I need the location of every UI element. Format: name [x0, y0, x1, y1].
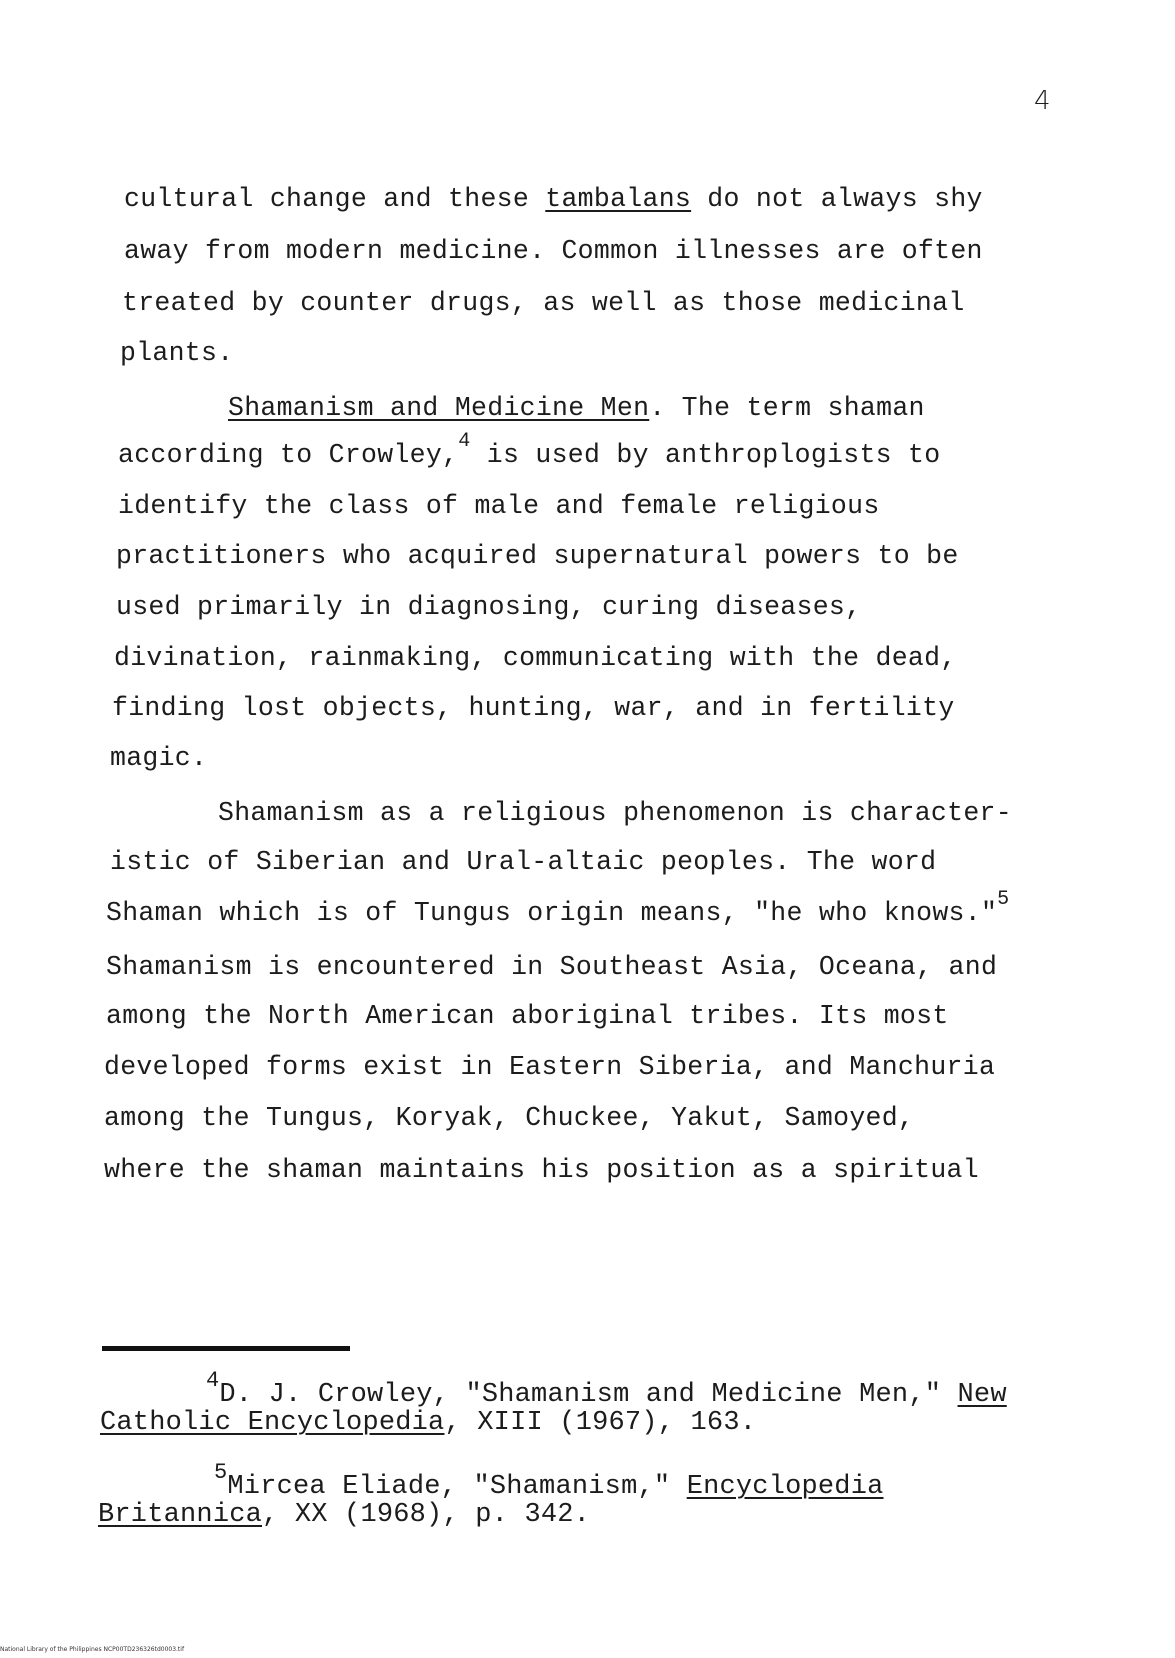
paragraph-line: according to Crowley,$^4$ is used by anthroplogists to [118, 430, 941, 470]
paragraph-line: magic. [110, 743, 208, 773]
paragraph-line: Shamanism as a religious phenomenon is character- [218, 798, 1012, 828]
footnote-line: $^4$D. J. Crowley, "Shamanism and Medicine Men," New [206, 1368, 1007, 1410]
paragraph-line: among the Tungus, Koryak, Chuckee, Yakut, Samoyed, [104, 1103, 915, 1133]
footnote-line: Britannica, XX (1968), p. 342. [98, 1500, 591, 1530]
underlined-term: tambalans [545, 184, 692, 214]
paragraph-line: used primarily in diagnosing, curing diseases, [116, 592, 862, 622]
paragraph-line: treated by counter drugs, as well as those medicinal [122, 288, 965, 318]
paragraph-line: divination, rainmaking, communicating with the dead, [114, 643, 957, 673]
section-heading: Shamanism and Medicine Men [228, 393, 650, 423]
paragraph-line: finding lost objects, hunting, war, and in fertility [112, 693, 955, 723]
scan-footer: National Library of the Philippines NCP00TD236326td0003.tif [0, 1646, 185, 1653]
page-number: 4 [1034, 86, 1051, 116]
footnote-divider [102, 1346, 350, 1351]
footnote-marker: 4 [206, 1368, 220, 1393]
paragraph-line: away from modern medicine. Common illnesses are often [124, 236, 983, 266]
paragraph-line: cultural change and these tambalans do not always shy [124, 184, 983, 214]
paragraph-line: Shamanism and Medicine Men. The term shaman [228, 393, 925, 423]
paragraph-line: plants. [120, 338, 234, 368]
footnote-line: $^5$Mircea Eliade, "Shamanism," Encyclopedia [214, 1460, 884, 1502]
paragraph-line: Shaman which is of Tungus origin means, "he who knows."$^5$ [106, 888, 1010, 928]
footnote-ref: 4 [458, 430, 471, 453]
paragraph-line: practitioners who acquired supernatural powers to be [116, 541, 959, 571]
footnote-marker: 5 [214, 1460, 228, 1485]
paragraph-line: where the shaman maintains his position as a spiritual [104, 1155, 979, 1185]
paragraph-line: identify the class of male and female religious [118, 491, 880, 521]
paragraph-line: among the North American aboriginal tribes. Its most [106, 1001, 949, 1031]
paragraph-line: istic of Siberian and Ural-altaic peoples. The word [110, 847, 937, 877]
footnote-ref: 5 [997, 888, 1010, 911]
paragraph-line: developed forms exist in Eastern Siberia, and Manchuria [104, 1052, 996, 1082]
footnote-line: Catholic Encyclopedia, XIII (1967), 163. [100, 1408, 757, 1438]
paragraph-line: Shamanism is encountered in Southeast Asia, Oceana, and [106, 952, 998, 982]
